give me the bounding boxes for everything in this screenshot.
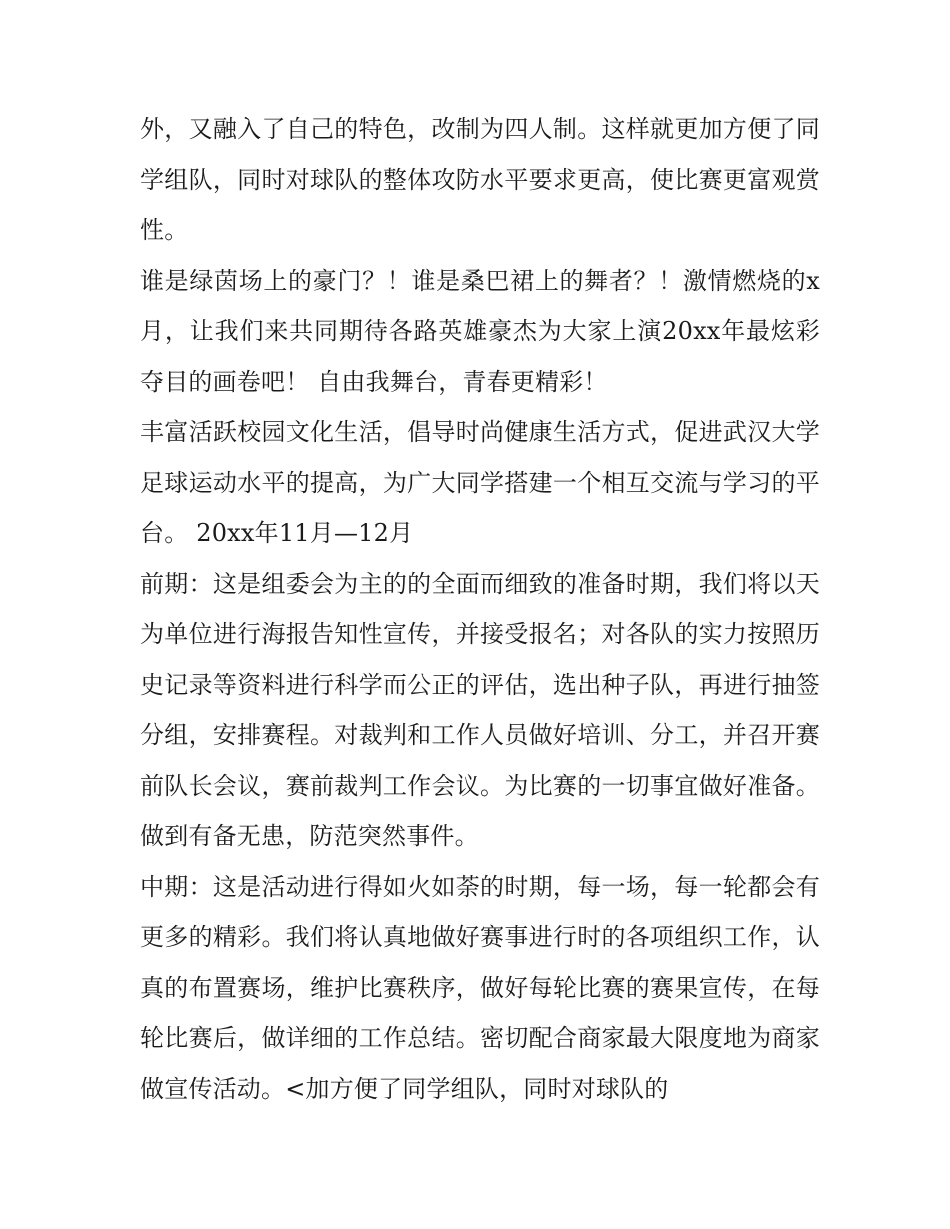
- paragraph-intro-continued: 外，又融入了自己的特色，改制为四人制。这样就更加方便了同学组队，同时对球队的整体攻防水平要求更高，使比赛更富观赏性。: [140, 115, 820, 244]
- document-body: [140, 104, 820, 1114]
- paragraph-purpose-date: 丰富活跃校园文化生活，倡导时尚健康生活方式，促进武汉大学足球运动水平的提高，为广大同学搭建一个相互交流与学习的平台。 20xx年11月—12月: [140, 418, 820, 547]
- paragraph-early-phase: 前期：这是组委会为主的的全面而细致的准备时期，我们将以天为单位进行海报告知性宣传，并接受报名；对各队的实力按照历史记录等资料进行科学而公正的评估，选出种子队，再进行抽签分组，安排赛程。对裁判和工作人员做好培训、分工，并召开赛前队长会议，赛前裁判工作会议。为比赛的一切事宜做好准备。做到有备无患，防范突然事件。: [140, 569, 820, 850]
- paragraph-middle-phase: 中期：这是活动进行得如火如荼的时期，每一场，每一轮都会有更多的精彩。我们将认真地做好赛事进行时的各项组织工作，认真的布置赛场，维护比赛秩序，做好每轮比赛的赛果宣传，在每轮比赛后，做详细的工作总结。密切配合商家最大限度地为商家做宣传活动。<加方便了同学组队，同时对球队的: [140, 872, 820, 1103]
- paragraph-slogan: 谁是绿茵场上的豪门？！谁是桑巴裙上的舞者？！激情燃烧的x月，让我们来共同期待各路英雄豪杰为大家上演20xx年最炫彩夺目的画卷吧！ 自由我舞台，青春更精彩！: [140, 266, 820, 396]
